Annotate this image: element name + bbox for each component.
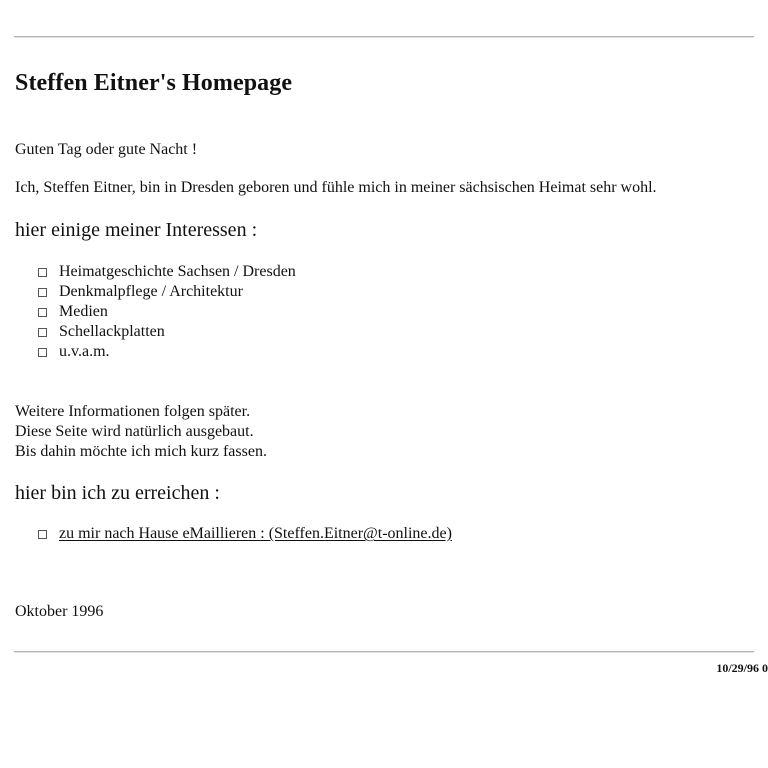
square-bullet-icon [38,308,47,317]
info-line: Diese Seite wird natürlich ausgebaut. [15,423,254,440]
list-item [38,302,296,322]
contact-heading: hier bin ich zu erreichen : [15,482,220,504]
square-bullet-icon [38,288,47,297]
list-item [38,282,296,302]
page-title: Steffen Eitner's Homepage [15,70,293,96]
square-bullet-icon [38,348,47,357]
list-item [38,524,452,544]
info-line: Weitere Informationen folgen später. [15,403,251,420]
list-item-label: u.v.a.m. [59,343,110,360]
interests-list [38,262,296,362]
top-divider [14,36,754,38]
list-item [38,322,296,342]
print-timestamp: 10/29/96 0 [716,661,768,675]
list-item-label: Denkmalpflege / Architektur [59,283,243,300]
list-item-label: Heimatgeschichte Sachsen / Dresden [59,263,296,280]
square-bullet-icon [38,268,47,277]
list-item-label: Medien [59,303,108,320]
square-bullet-icon [38,530,47,539]
email-link[interactable]: zu mir nach Hause eMaillieren : (Steffen.Eitner@t-online.de) [59,525,452,542]
date-text: Oktober 1996 [15,603,104,620]
greeting-text: Guten Tag oder gute Nacht ! [15,141,198,158]
contact-list [38,524,452,544]
square-bullet-icon [38,328,47,337]
bottom-divider [14,651,754,653]
info-paragraph [15,402,267,462]
intro-text: Ich, Steffen Eitner, bin in Dresden geboren und fühle mich in meiner sächsischen Heimat sehr wohl. [15,179,657,196]
list-item [38,342,296,362]
info-line: Bis dahin möchte ich mich kurz fassen. [15,443,267,460]
list-item [38,262,296,282]
list-item-label: Schellackplatten [59,323,165,340]
interests-heading: hier einige meiner Interessen : [15,219,258,241]
